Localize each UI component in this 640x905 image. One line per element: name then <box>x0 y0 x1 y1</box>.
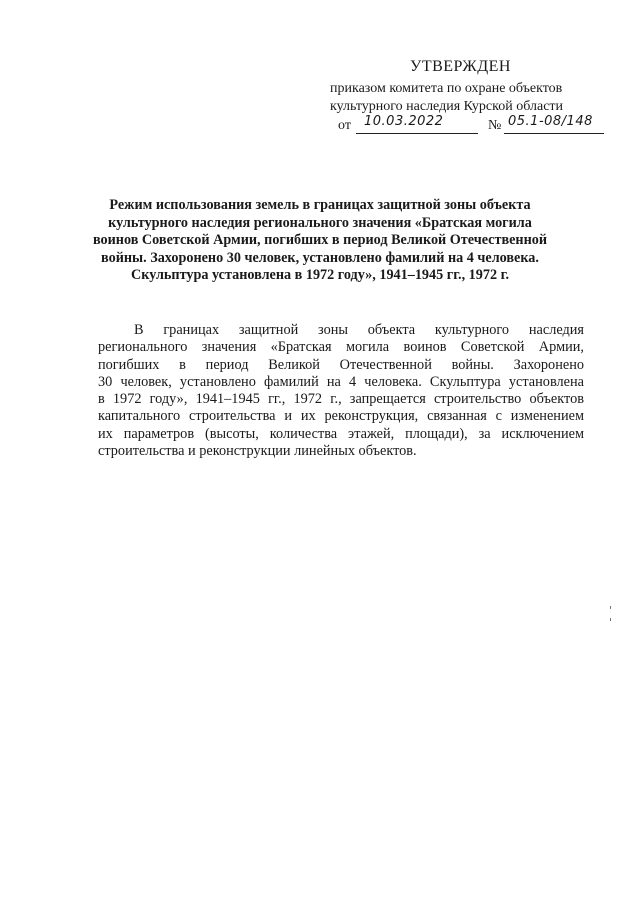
title-line: Скульптура установлена в 1972 году», 1941–1945 гг., 1972 г. <box>131 267 509 283</box>
body-line: 30 человек, установлено фамилий на 4 человека. Скульптура установлена <box>98 373 584 390</box>
date-label: от <box>338 118 351 133</box>
handwritten-number: 05.1-08/148 <box>508 114 593 129</box>
approval-date-number-row <box>338 114 608 139</box>
body-line: строительства и реконструкции линейных объектов. <box>98 443 417 460</box>
title-line: культурного наследия регионального значения «Братская могила <box>108 214 532 231</box>
handwritten-date: 10.03.2022 <box>364 114 444 129</box>
scan-mark <box>610 606 611 609</box>
body-line: погибших в период Великой Отечественной войны. Захоронено <box>98 356 584 373</box>
title-line: войны. Захоронено 30 человек, установлено фамилий на 4 человека. <box>101 249 539 266</box>
body-line: регионального значения «Братская могила воинов Советской Армии, <box>98 339 584 356</box>
title-line: Режим использования земель в границах защитной зоны объекта <box>109 197 531 213</box>
document-title <box>60 197 580 285</box>
approval-committee-line: культурного наследия Курской области <box>330 99 564 114</box>
title-line: воинов Советской Армии, погибших в период Великой Отечественной <box>92 232 548 248</box>
scan-mark <box>610 618 611 621</box>
body-line: капитального строительства и их реконструкция, связанная с изменением <box>98 408 584 425</box>
approval-order-line: приказом комитета по охране объектов <box>330 81 563 96</box>
date-underline <box>356 133 478 134</box>
body-line: их параметров (высоты, количества этажей, площади), за исключением <box>98 425 584 442</box>
body-line: в 1972 году», 1941–1945 гг., 1972 г., запрещается строительство объектов <box>98 391 584 408</box>
number-underline <box>504 133 604 134</box>
body-paragraph <box>98 322 584 460</box>
body-line: В границах защитной зоны объекта культурного наследия <box>134 322 584 338</box>
approval-title: УТВЕРЖДЕН <box>410 58 511 75</box>
number-label: № <box>488 118 502 133</box>
